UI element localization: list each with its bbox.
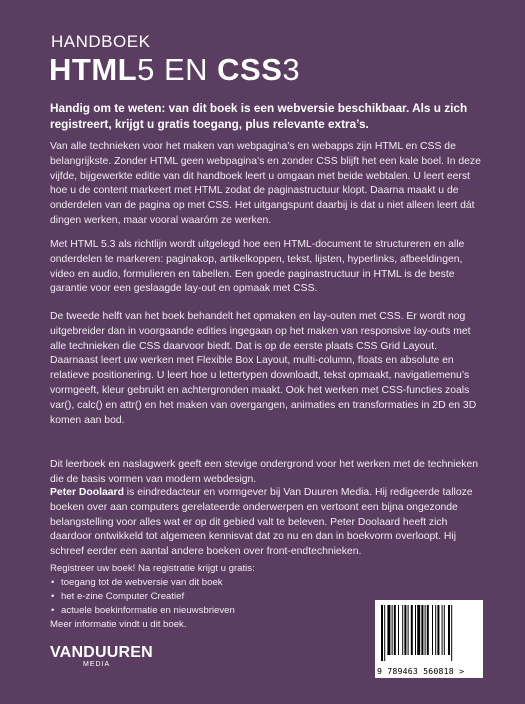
book-category: HANDBOEK	[51, 32, 151, 51]
barcode-bars	[381, 605, 477, 661]
isbn-barcode	[375, 600, 483, 678]
title-css: CSS	[217, 52, 283, 87]
author-name: Peter Doolaard	[50, 487, 124, 498]
registration-item-label: actuele boekinformatie en nieuwsbrieven	[61, 605, 235, 616]
barcode-bar	[451, 605, 452, 661]
publisher-logo	[50, 644, 153, 668]
registration-item-label: toegang tot de webversie van dit boek	[61, 577, 223, 588]
publisher-name: VANDUUREN	[50, 644, 153, 661]
registration-intro: Registreer uw boek! Na registratie krijgt u gratis:	[50, 563, 255, 574]
title-html: HTML	[49, 52, 138, 87]
barcode-bar	[392, 605, 393, 655]
registration-item	[50, 604, 255, 618]
barcode-bar	[384, 605, 385, 661]
lead-text: Handig om te weten: van dit boek is een webversie beschikbaar. Als u zich registreert, krijgt u gratis toegang, plus relevante extra’s.	[50, 101, 468, 131]
barcode-bar	[421, 605, 423, 655]
author-bio	[50, 486, 485, 560]
registration-item-label: het e-zine Computer Creatief	[61, 591, 185, 602]
barcode-bar	[435, 605, 436, 655]
barcode-bar	[381, 605, 383, 661]
author-bio-text: is eindredacteur en vormgever bij Van Duuren Media. Hij redigeerde talloze boeken over aan computers gerelateerde onderwerpen en vertoont een bijna ongezonde belangstelling voor alles wat er op dit gebied valt te beleven. Peter Doolaard heeft zich daardoor ontwikkeld tot algemeen kennisvat dat zo nu en dan in boekvorm overloopt. Hij schreef eerder een aantal andere boeken over front-endtechnieken.	[50, 487, 473, 558]
title-css-version: 3	[282, 52, 301, 87]
barcode-bar	[427, 605, 429, 655]
publisher-sub: MEDIA	[83, 661, 111, 668]
barcode-bar	[408, 605, 409, 655]
registration-info	[50, 562, 255, 632]
paragraph-4: Dit leerboek en naslagwerk geeft een stevige ondergrond voor het werken met de technieken die de basis vormen van modern webdesign.	[50, 459, 479, 485]
barcode-bar	[437, 605, 439, 655]
registration-outro: Meer informatie vindt u dit boek.	[50, 619, 187, 630]
title-version-en: 5 EN	[137, 52, 218, 87]
bullet-icon: •	[51, 605, 55, 616]
bullet-icon: •	[51, 577, 55, 588]
registration-item	[50, 590, 255, 604]
barcode-bar	[411, 605, 413, 655]
paragraph-1: Van alle technieken voor het maken van webpagina’s en webapps zijn HTML en CSS de belangrijkste. Zonder HTML geen webpagina’s en zonder CSS blijft het een kale boel. In deze vijfde, bijgewerkte editie van dit handboek leert u omgaan met beide webtalen. U leert eerst hoe u de content markeert met HTML zodat de paginastructuur klopt. Daarna maakt u de onderdelen van de pagina op met CSS. Het uitgangspunt daarbij is dat u niet alleen leert dát dingen werken, maar vooral waaróm ze werken.	[50, 141, 481, 226]
isbn-number: 9 789463 560818 >	[377, 666, 465, 676]
paragraph-3: De tweede helft van het boek behandelt het opmaken en lay-outen met CSS. Er wordt nog uitgebreider dan in voorgaande edities ingegaan op het maken van responsive lay-outs met alle technieken die CSS daarvoor biedt. Dat is op de eerste plaats CSS Grid Layout. Daarnaast leert uw werken met Flexible Box Layout, multi-column, floats en absolute en relatieve positionering. U leert hoe u lettertypen downloadt, tekst opmaakt, navigatiemenu’s vormgeeft, kleur gebruikt en achtergronden maakt. Ook het werken met CSS-functies zoals var(), calc() en attr() en het maken van overgangen, animaties en transformaties in 2D en 3D komen aan bod.	[50, 311, 477, 426]
barcode-bar	[432, 605, 433, 655]
registration-item	[50, 576, 255, 590]
barcode-bar	[387, 605, 390, 655]
barcode-bar	[448, 605, 450, 655]
barcode-bar	[444, 605, 445, 655]
paragraph-2: Met HTML 5.3 als richtlijn wordt uitgelegd hoe een HTML-document te structureren en alle onderdelen te markeren: paginakop, artikelkoppen, tekst, lijsten, hyperlinks, afbeeldingen, video en audio, formulieren en tabellen. Een goede paginastructuur in HTML is de beste garantie voor een geslaagde lay-out en opmaak met CSS.	[50, 239, 465, 295]
barcode-bar	[425, 605, 426, 655]
barcode-bar	[394, 605, 396, 655]
barcode-bar	[417, 605, 420, 655]
barcode-bar	[442, 605, 443, 655]
book-title	[49, 52, 300, 88]
barcode-bar	[402, 605, 403, 655]
barcode-bar	[398, 605, 399, 655]
barcode-bar	[404, 605, 406, 655]
bullet-icon: •	[51, 591, 55, 602]
registration-list	[50, 576, 255, 618]
barcode-bar	[415, 605, 416, 655]
